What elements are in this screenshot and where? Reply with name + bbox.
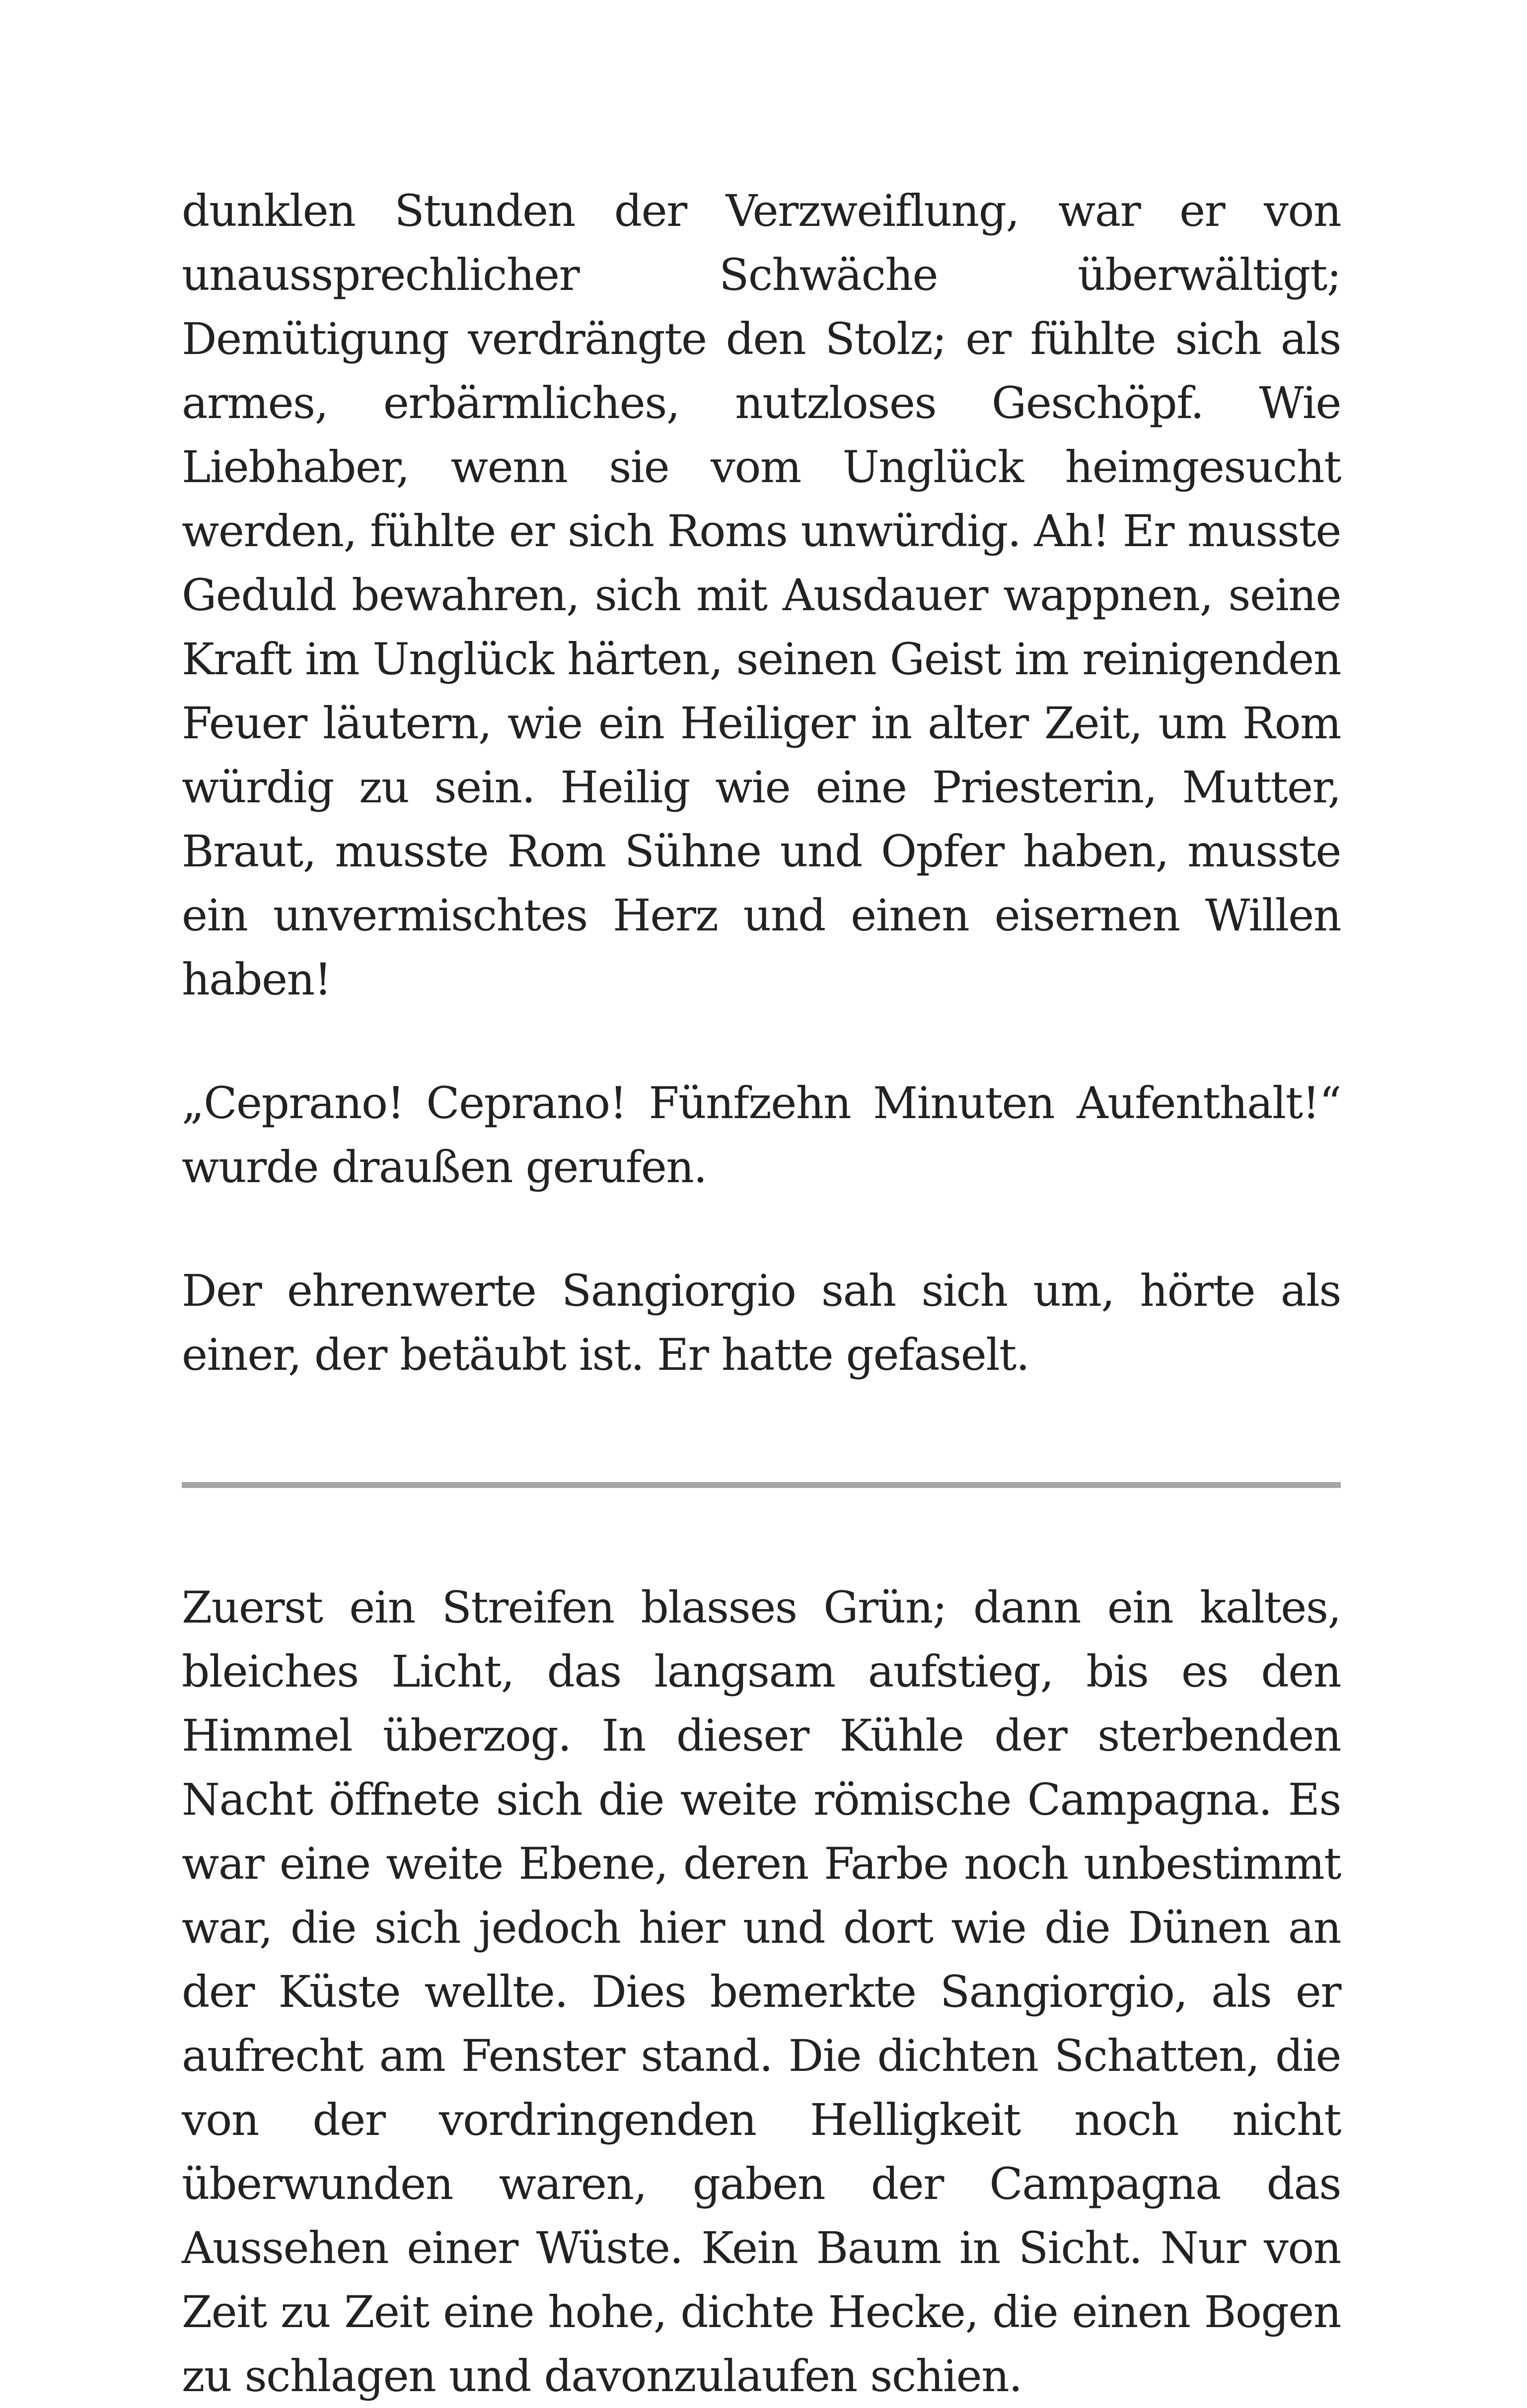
- paragraph-spacer: [182, 1199, 1341, 1259]
- paragraph-sangiorgio-dazed: Der ehrenwerte Sangiorgio sah sich um, hörte als einer, der betäubt ist. Er hatte gefaselt.: [182, 1265, 1341, 1380]
- paragraph-ceprano-call: „Ceprano! Ceprano! Fünfzehn Minuten Aufenthalt!“ wurde draußen gerufen.: [182, 1077, 1341, 1193]
- section-divider: [182, 1482, 1341, 1488]
- paragraph-spacer: [182, 1011, 1341, 1071]
- page-body: [182, 179, 1341, 2408]
- paragraph-despair: dunklen Stunden der Verzweiflung, war er von unaussprechlicher Schwäche überwältigt; Demütigung verdrängte den Stolz; er fühlte sich als armes, erbärmliches, nutzloses Geschöpf. Wie Liebhaber, wenn sie vom Unglück heimgesucht werden, fühlte er sich Roms unwürdig. Ah! Er musste Geduld bewahren, sich mit Ausdauer wappnen, seine Kraft im Unglück härten, seinen Geist im reinigenden Feuer läutern, wie ein Heiliger in alter Zeit, um Rom würdig zu sein. Heilig wie eine Priesterin, Mutter, Braut, musste Rom Sühne und Opfer haben, musste ein unvermischtes Herz und einen eisernen Willen haben!: [182, 185, 1341, 1005]
- section-break: [182, 1387, 1341, 1575]
- paragraph-campagna-dawn: Zuerst ein Streifen blasses Grün; dann ein kaltes, bleiches Licht, das langsam aufstieg, bis es den Himmel überzog. In dieser Kühle der sterbenden Nacht öffnete sich die weite römische Campagna. Es war eine weite Ebene, deren Farbe noch unbestimmt war, die sich jedoch hier und dort wie die Dünen an der Küste wellte. Dies bemerkte Sangiorgio, als er aufrecht am Fenster stand. Die dichten Schatten, die von der vordringenden Helligkeit noch nicht überwunden waren, gaben der Campagna das Aussehen einer Wüste. Kein Baum in Sicht. Nur von Zeit zu Zeit eine hohe, dichte Hecke, die einen Bogen zu schlagen und davonzulaufen schien.: [182, 1582, 1341, 2402]
